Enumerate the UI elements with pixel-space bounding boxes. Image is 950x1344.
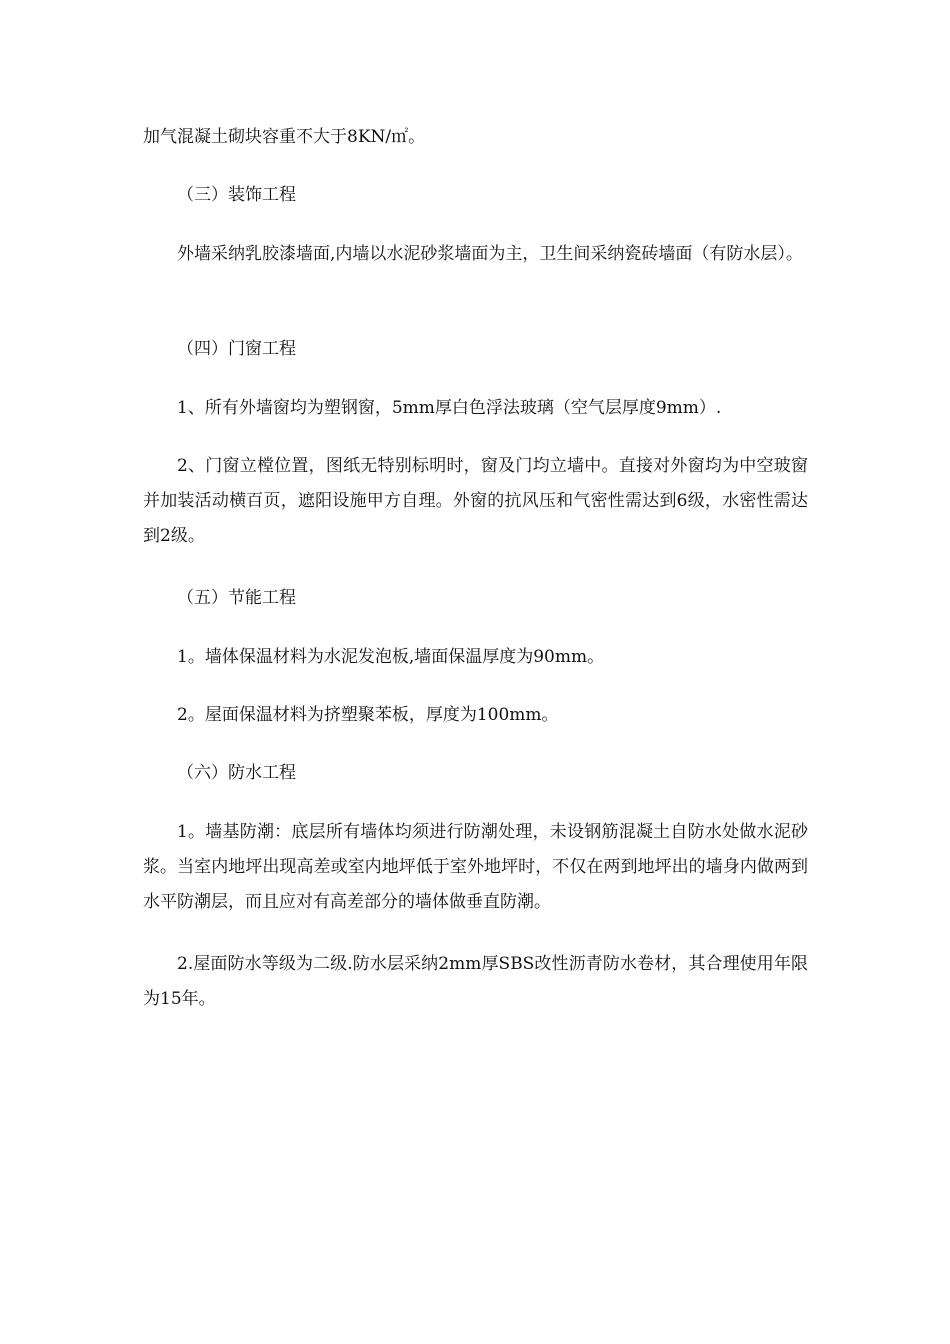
paragraph-windows-1: 1、所有外墙窗均为塑钢窗，5mm厚白色浮法玻璃（空气层厚度9mm）. xyxy=(177,398,722,418)
paragraph-aerated-block: 加气混凝土砌块容重不大于8KN/㎡。 xyxy=(143,127,426,147)
paragraph-waterproof-1: 1。墙基防潮：底层所有墙体均须进行防潮处理，未设钢筋混凝土自防水处做水泥砂浆。当室内地坪出现高差或室内地坪低于室外地坪时，不仅在两到地坪出的墙身内做两到水平防潮层，而且应对有高差部分的墙体做垂直防潮。 xyxy=(143,822,808,912)
section-heading-decoration: （三）装饰工程 xyxy=(177,185,296,205)
paragraph-decoration: 外墙采纳乳胶漆墙面,内墙以水泥砂浆墙面为主，卫生间采纳瓷砖墙面（有防水层）。 xyxy=(177,244,803,264)
paragraph-windows-2: 2、门窗立樘位置，图纸无特别标明时，窗及门均立墙中。直接对外窗均为中空玻窗并加装活动横百页，遮阳设施甲方自理。外窗的抗风压和气密性需达到6级，水密性需达到2级。 xyxy=(143,456,808,546)
section-heading-doors-windows: （四）门窗工程 xyxy=(177,339,296,359)
section-heading-waterproof: （六）防水工程 xyxy=(177,763,296,783)
paragraph-waterproof-2: 2.屋面防水等级为二级.防水层采纳2mm厚SBS改性沥青防水卷材，其合理使用年限为15年。 xyxy=(143,954,808,1009)
paragraph-energy-2: 2。屋面保温材料为挤塑聚苯板，厚度为100mm。 xyxy=(177,705,559,725)
paragraph-energy-1: 1。墙体保温材料为水泥发泡板,墙面保温厚度为90mm。 xyxy=(177,647,605,667)
section-heading-energy: （五）节能工程 xyxy=(177,588,296,608)
